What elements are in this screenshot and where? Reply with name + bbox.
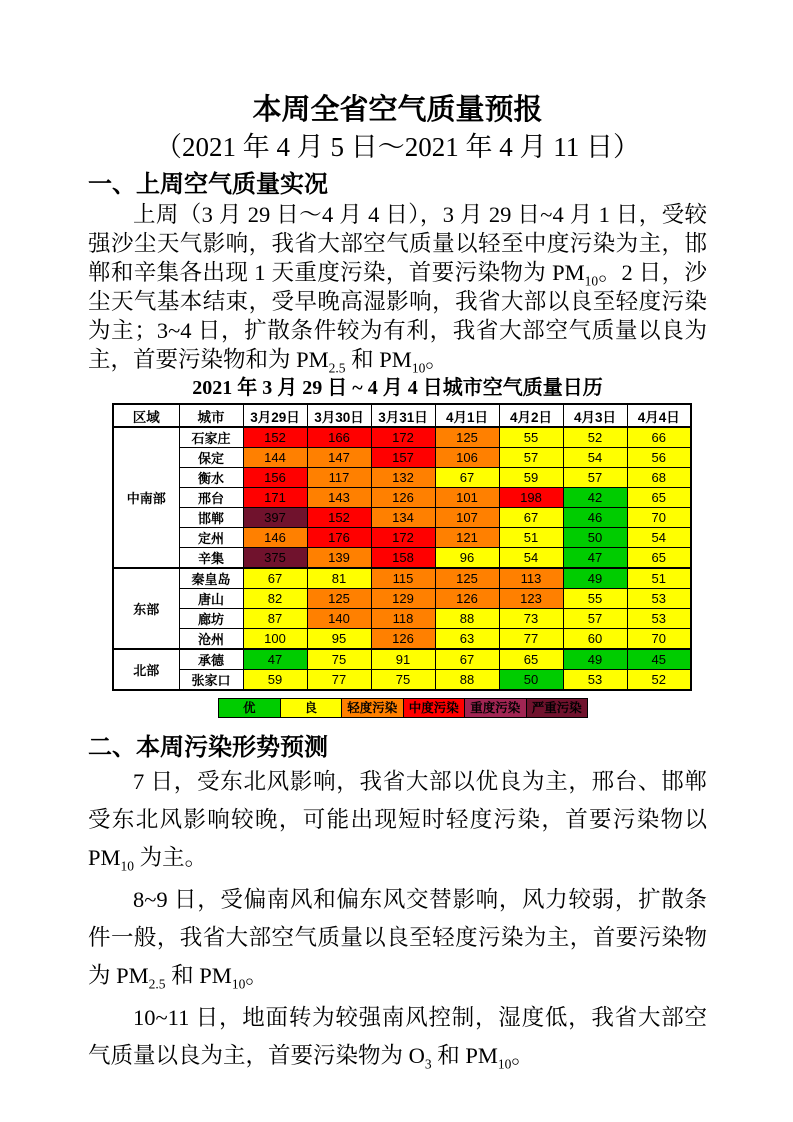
section-2-paragraph-1: [88, 763, 707, 877]
aqi-value-cell: 56: [627, 448, 691, 468]
aqi-value-cell: 53: [627, 609, 691, 629]
aqi-value-cell: 126: [371, 488, 435, 508]
aqi-value-cell: 51: [627, 568, 691, 589]
aqi-value-cell: 75: [307, 649, 371, 670]
aqi-value-cell: 54: [499, 548, 563, 569]
text-run: 10~11 日，地面转为较强南风控制，湿度低，我省大部空气质量以良为主，首要污染物为 O: [88, 1005, 707, 1068]
pollutant-subscript: 10: [411, 360, 426, 376]
city-cell: 张家口: [179, 670, 243, 691]
table-row: [113, 649, 691, 670]
aqi-value-cell: 115: [371, 568, 435, 589]
pollutant-subscript: 3: [424, 1056, 432, 1072]
aqi-value-cell: 75: [371, 670, 435, 691]
text-run: 和 PM: [345, 347, 412, 372]
aqi-value-cell: 198: [499, 488, 563, 508]
aqi-value-cell: 117: [307, 468, 371, 488]
region-cell: 中南部: [113, 427, 179, 568]
legend-item: 中度污染: [403, 698, 466, 718]
pollutant-subscript: 2.5: [148, 976, 166, 992]
aqi-value-cell: 52: [563, 427, 627, 448]
column-header: 4月1日: [435, 404, 499, 427]
aqi-value-cell: 54: [627, 528, 691, 548]
table-row: [113, 609, 691, 629]
text-run: 。2 日，沙尘天气基本结束，受早晚高湿影响，我省大部以良至轻度污染为主；3~4 日，扩散条件较为有利，我省大部空气质量以良为主，首要污染物和为 PM: [88, 260, 707, 372]
city-cell: 廊坊: [179, 609, 243, 629]
table-row: [113, 488, 691, 508]
aqi-value-cell: 88: [435, 609, 499, 629]
aqi-value-cell: 123: [499, 589, 563, 609]
aqi-value-cell: 125: [435, 427, 499, 448]
aqi-value-cell: 67: [243, 568, 307, 589]
aqi-value-cell: 139: [307, 548, 371, 569]
aqi-value-cell: 118: [371, 609, 435, 629]
aqi-value-cell: 375: [243, 548, 307, 569]
aqi-value-cell: 134: [371, 508, 435, 528]
text-run: 为主。: [134, 845, 208, 870]
aqi-value-cell: 126: [435, 589, 499, 609]
aqi-value-cell: 172: [371, 528, 435, 548]
aqi-value-cell: 70: [627, 629, 691, 650]
table-row: [113, 448, 691, 468]
aqi-value-cell: 54: [563, 448, 627, 468]
aqi-value-cell: 46: [563, 508, 627, 528]
aqi-calendar-table: [112, 403, 692, 691]
section-2-heading: 二、本周污染形势预测: [88, 734, 328, 761]
text-run: 8~9 日，受偏南风和偏东风交替影响，风力较弱，扩散条件一般，我省大部空气质量以良至轻度污染为主，首要污染物为 PM: [88, 887, 707, 988]
aqi-value-cell: 55: [499, 427, 563, 448]
legend-item: 重度污染: [464, 698, 527, 718]
aqi-value-cell: 73: [499, 609, 563, 629]
aqi-value-cell: 67: [435, 649, 499, 670]
aqi-value-cell: 51: [499, 528, 563, 548]
aqi-value-cell: 59: [243, 670, 307, 691]
aqi-value-cell: 52: [627, 670, 691, 691]
column-header: 4月3日: [563, 404, 627, 427]
table-row: [113, 548, 691, 569]
pollutant-subscript: 10: [231, 976, 246, 992]
table-row: [113, 568, 691, 589]
aqi-value-cell: 45: [627, 649, 691, 670]
aqi-value-cell: 70: [627, 508, 691, 528]
city-cell: 保定: [179, 448, 243, 468]
column-header: 3月30日: [307, 404, 371, 427]
aqi-value-cell: 65: [627, 488, 691, 508]
legend-item: 严重污染: [526, 698, 589, 718]
aqi-value-cell: 59: [499, 468, 563, 488]
aqi-value-cell: 57: [563, 609, 627, 629]
city-cell: 邯郸: [179, 508, 243, 528]
aqi-value-cell: 146: [243, 528, 307, 548]
region-cell: 北部: [113, 649, 179, 690]
pollutant-subscript: 10: [120, 858, 135, 874]
aqi-value-cell: 67: [435, 468, 499, 488]
aqi-value-cell: 129: [371, 589, 435, 609]
calendar-title: 2021 年 3 月 29 日 ~ 4 月 4 日城市空气质量日历: [192, 377, 603, 399]
aqi-value-cell: 65: [499, 649, 563, 670]
aqi-value-cell: 57: [563, 468, 627, 488]
aqi-value-cell: 60: [563, 629, 627, 650]
city-cell: 唐山: [179, 589, 243, 609]
aqi-value-cell: 397: [243, 508, 307, 528]
aqi-value-cell: 125: [435, 568, 499, 589]
section-1-heading: 一、上周空气质量实况: [88, 171, 328, 198]
pollutant-subscript: 10: [497, 1056, 512, 1072]
aqi-value-cell: 107: [435, 508, 499, 528]
aqi-value-cell: 171: [243, 488, 307, 508]
aqi-value-cell: 166: [307, 427, 371, 448]
city-cell: 承德: [179, 649, 243, 670]
aqi-value-cell: 152: [243, 427, 307, 448]
aqi-value-cell: 87: [243, 609, 307, 629]
aqi-value-cell: 100: [243, 629, 307, 650]
column-header: 城市: [179, 404, 243, 427]
aqi-value-cell: 176: [307, 528, 371, 548]
aqi-value-cell: 152: [307, 508, 371, 528]
text-run: 。: [245, 963, 268, 988]
table-row: [113, 528, 691, 548]
table-row: [113, 670, 691, 691]
header-row: [113, 404, 691, 427]
aqi-value-cell: 49: [563, 568, 627, 589]
aqi-value-cell: 125: [307, 589, 371, 609]
aqi-value-cell: 53: [563, 670, 627, 691]
aqi-value-cell: 68: [627, 468, 691, 488]
aqi-value-cell: 157: [371, 448, 435, 468]
aqi-value-cell: 101: [435, 488, 499, 508]
column-header: 3月29日: [243, 404, 307, 427]
text-run: 和 PM: [431, 1043, 498, 1068]
table-row: [113, 468, 691, 488]
document-subtitle: （2021 年 4 月 5 日～2021 年 4 月 11 日）: [155, 132, 640, 162]
aqi-value-cell: 57: [499, 448, 563, 468]
pollutant-subscript: 2.5: [328, 360, 346, 376]
table-row: [113, 629, 691, 650]
aqi-value-cell: 67: [499, 508, 563, 528]
region-cell: 东部: [113, 568, 179, 649]
aqi-value-cell: 55: [563, 589, 627, 609]
text-run: 。: [425, 347, 448, 372]
aqi-value-cell: 96: [435, 548, 499, 569]
text-run: 7 日，受东北风影响，我省大部以优良为主，邢台、邯郸受东北风影响较晚，可能出现短时轻度污染，首要污染物以 PM: [88, 769, 707, 870]
aqi-value-cell: 50: [563, 528, 627, 548]
document-title: 本周全省空气质量预报: [252, 94, 543, 126]
aqi-value-cell: 172: [371, 427, 435, 448]
city-cell: 辛集: [179, 548, 243, 569]
table-row: [113, 508, 691, 528]
column-header: 4月4日: [627, 404, 691, 427]
aqi-value-cell: 156: [243, 468, 307, 488]
text-run: 上周（3 月 29 日～4 月 4 日），3 月 29 日~4 月 1 日，受较强沙尘天气影响，我省大部空气质量以轻至中度污染为主，邯郸和辛集各出现 1 天重度污染，首要污染物为 PM: [88, 202, 707, 285]
aqi-value-cell: 63: [435, 629, 499, 650]
column-header: 区域: [113, 404, 179, 427]
section-2-paragraph-2: [88, 881, 707, 995]
aqi-value-cell: 121: [435, 528, 499, 548]
aqi-value-cell: 106: [435, 448, 499, 468]
text-run: 。: [511, 1043, 534, 1068]
aqi-value-cell: 95: [307, 629, 371, 650]
aqi-value-cell: 42: [563, 488, 627, 508]
city-cell: 邢台: [179, 488, 243, 508]
aqi-value-cell: 49: [563, 649, 627, 670]
aqi-value-cell: 140: [307, 609, 371, 629]
aqi-value-cell: 158: [371, 548, 435, 569]
aqi-value-cell: 53: [627, 589, 691, 609]
table-body: [113, 427, 691, 690]
aqi-value-cell: 47: [243, 649, 307, 670]
aqi-value-cell: 77: [307, 670, 371, 691]
aqi-value-cell: 82: [243, 589, 307, 609]
city-cell: 定州: [179, 528, 243, 548]
aqi-legend: [218, 698, 588, 718]
section-1-paragraph: [88, 200, 707, 374]
aqi-value-cell: 132: [371, 468, 435, 488]
aqi-value-cell: 50: [499, 670, 563, 691]
aqi-value-cell: 147: [307, 448, 371, 468]
city-cell: 石家庄: [179, 427, 243, 448]
city-cell: 沧州: [179, 629, 243, 650]
aqi-value-cell: 65: [627, 548, 691, 569]
text-run: 和 PM: [165, 963, 232, 988]
legend-item: 轻度污染: [341, 698, 404, 718]
column-header: 4月2日: [499, 404, 563, 427]
city-cell: 衡水: [179, 468, 243, 488]
aqi-value-cell: 126: [371, 629, 435, 650]
aqi-value-cell: 66: [627, 427, 691, 448]
table-row: [113, 589, 691, 609]
legend-item: 良: [280, 698, 343, 718]
aqi-value-cell: 81: [307, 568, 371, 589]
section-2-paragraph-3: [88, 999, 707, 1075]
column-header: 3月31日: [371, 404, 435, 427]
aqi-value-cell: 91: [371, 649, 435, 670]
aqi-value-cell: 47: [563, 548, 627, 569]
table-header: [113, 404, 691, 427]
table-row: [113, 427, 691, 448]
aqi-value-cell: 88: [435, 670, 499, 691]
city-cell: 秦皇岛: [179, 568, 243, 589]
aqi-value-cell: 113: [499, 568, 563, 589]
pollutant-subscript: 10: [584, 273, 599, 289]
aqi-value-cell: 77: [499, 629, 563, 650]
aqi-value-cell: 144: [243, 448, 307, 468]
legend-item: 优: [218, 698, 281, 718]
aqi-value-cell: 143: [307, 488, 371, 508]
